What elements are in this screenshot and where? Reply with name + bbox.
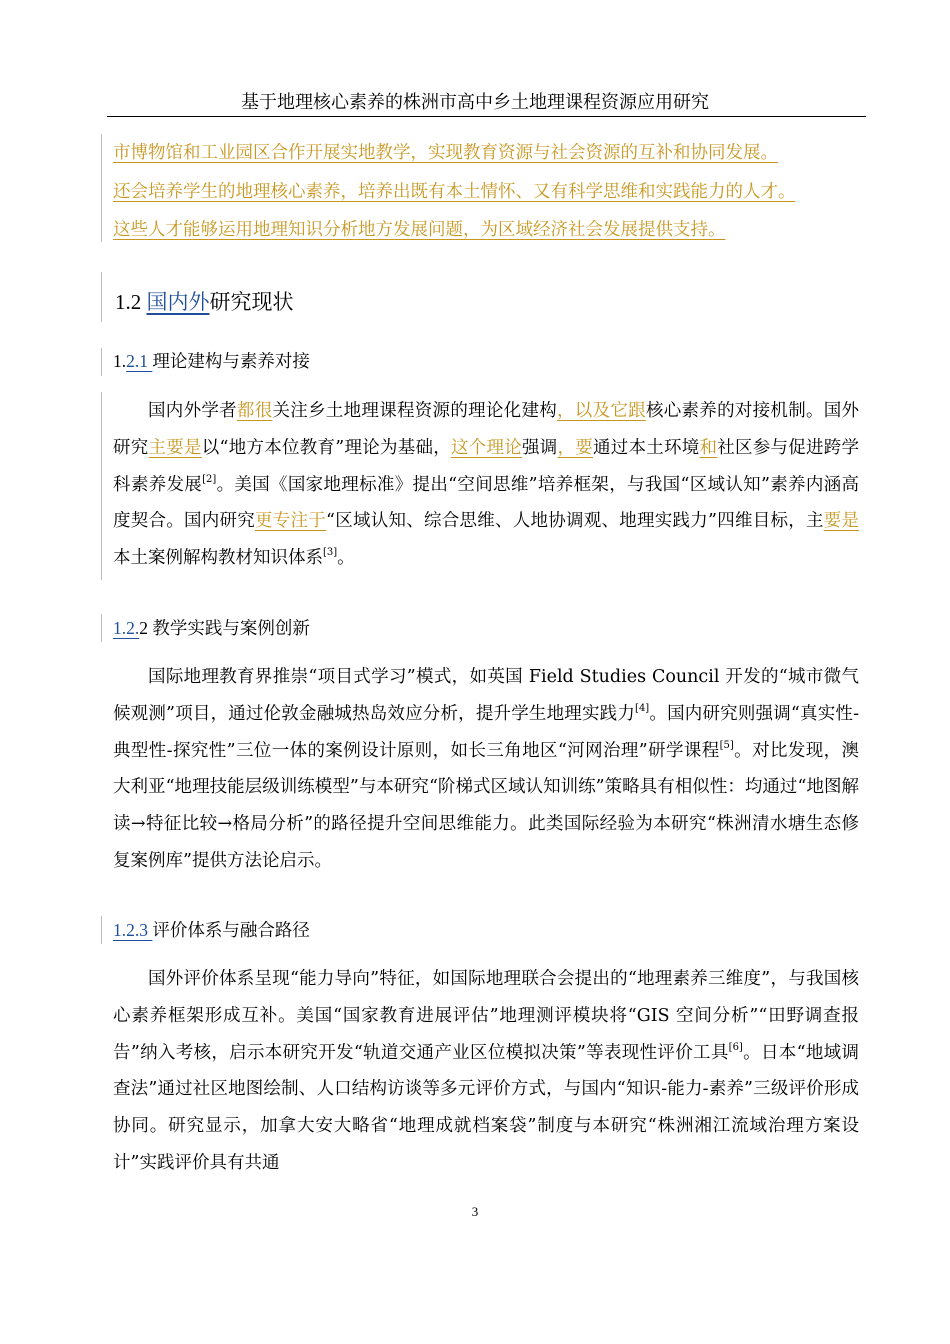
subsection-heading (113, 349, 310, 374)
subsection-heading (113, 918, 310, 943)
subsection-title: 理论建构与素养对接 (152, 352, 310, 372)
text-run: 。美国《国家地理标准》提出“空间思维”培养框架，与我国“区域认知”素养内涵高度契合。国内研究 (113, 474, 859, 532)
text-run: 国际地理教育界推崇“项目式学习”模式，如英国 Field Studies Council 开发的“城市微气候观测”项目，通过伦敦金融城热岛效应分析，提升学生地理实践力 (113, 667, 859, 724)
text-run: 以“地方本位教育”理论为基础， (201, 437, 451, 458)
text-run: 国内外学者 (148, 401, 237, 421)
citation: [4] (635, 702, 650, 714)
tracked-change: 这个理论 (450, 437, 522, 458)
change-bar (101, 272, 102, 322)
header-rule (107, 116, 866, 117)
tracked-change: 都很 (236, 401, 273, 421)
body-paragraph (113, 659, 859, 880)
section-heading (115, 288, 294, 316)
tracked-change: ，以及它跟 (557, 401, 646, 421)
subsection-number: 1. (113, 351, 127, 371)
body-paragraph (113, 961, 859, 1182)
running-header: 基于地理核心素养的株洲市高中乡土地理课程资源应用研究 (241, 92, 709, 113)
tracked-change: ，要 (557, 437, 594, 458)
section-title: 研究现状 (209, 290, 294, 314)
text-run: 。对比发现，澳大利亚“地理技能层级训练模型”与本研究“阶梯式区域认知训练”策略具有相似性：均通过“地图解读→特征比较→格局分析”的路径提升空间思维能力。此类国际经验为本研究“株洲清水塘生态修复案例库”提供方法论启示。 (113, 740, 859, 871)
section-number: 1.2 (115, 290, 147, 314)
text-run: 。日本“地域调查法”通过社区地图绘制、人口结构访谈等多元评价方式，与国内“知识-能力-素养”三级评价形成协同。研究显示，加拿大安大略省“地理成就档案袋”制度与本研究“株洲湘江流域治理方案设计”实践评价具有共通 (113, 1042, 859, 1173)
subsection-title: 评价体系与融合路径 (152, 921, 310, 941)
tracked-change: 2.1 (126, 351, 153, 371)
subsection-number: 2 (139, 618, 153, 638)
text-run: 强调 (521, 437, 558, 458)
intro-line: 市博物馆和工业园区合作开展实地教学，实现教育资源与社会资源的互补和协同发展。 (113, 143, 778, 163)
tracked-change: 国内外 (146, 290, 210, 314)
text-run: 国外评价体系呈现“能力导向”特征，如国际地理联合会提出的“地理素养三维度”，与我国核心素养框架形成互补。美国“国家教育进展评估”地理测评模块将“GIS 空间分析”“田野调查报告”纳入考核，启示本研究开发“轨道交通产业区位模拟决策”等表现性评价工具 (113, 969, 859, 1063)
change-bar (101, 134, 102, 242)
text-run: 本土案例解构教材知识体系 (113, 548, 323, 569)
subsection-heading (113, 616, 310, 641)
text-run: 关注乡土地理课程资源的理论化建构 (272, 401, 558, 421)
tracked-change: 主要是 (148, 437, 202, 458)
subsection-title: 教学实践与案例创新 (152, 619, 310, 639)
change-bar (101, 348, 102, 376)
text-run: 。国内研究则强调“真实性-典型性-探究性”三位一体的案例设计原则，如长三角地区“河网治理”研学课程 (113, 703, 860, 761)
tracked-change: 1.2. (113, 618, 140, 638)
citation: [2] (202, 473, 217, 485)
change-bar (101, 916, 102, 944)
text-run: 通过本土环境 (593, 437, 700, 458)
citation: [3] (323, 547, 338, 559)
intro-line: 这些人才能够运用地理知识分析地方发展问题，为区域经济社会发展提供支持。 (113, 220, 726, 240)
text-run: “区域认知、综合思维、人地协调观、地理实践力”四维目标，主 (326, 511, 824, 532)
text-run: 。 (337, 548, 355, 569)
intro-line: 还会培养学生的地理核心素养，培养出既有本土情怀、又有科学思维和实践能力的人才。 (113, 182, 796, 202)
tracked-change: 更专注于 (255, 511, 327, 532)
page-number: 3 (471, 1204, 479, 1219)
text-run: 社区参与促进跨学科素养发展 (113, 437, 860, 495)
text-run: 核心素养的对接机制。国外研究 (113, 401, 860, 458)
citation: [6] (728, 1041, 743, 1053)
citation: [5] (719, 739, 734, 751)
tracked-change: 1.2.3 (113, 920, 153, 940)
tracked-change: 和 (699, 437, 718, 458)
change-bar (101, 392, 102, 580)
body-paragraph (113, 393, 859, 577)
change-bar (101, 614, 102, 642)
tracked-change: 要是 (823, 511, 860, 532)
